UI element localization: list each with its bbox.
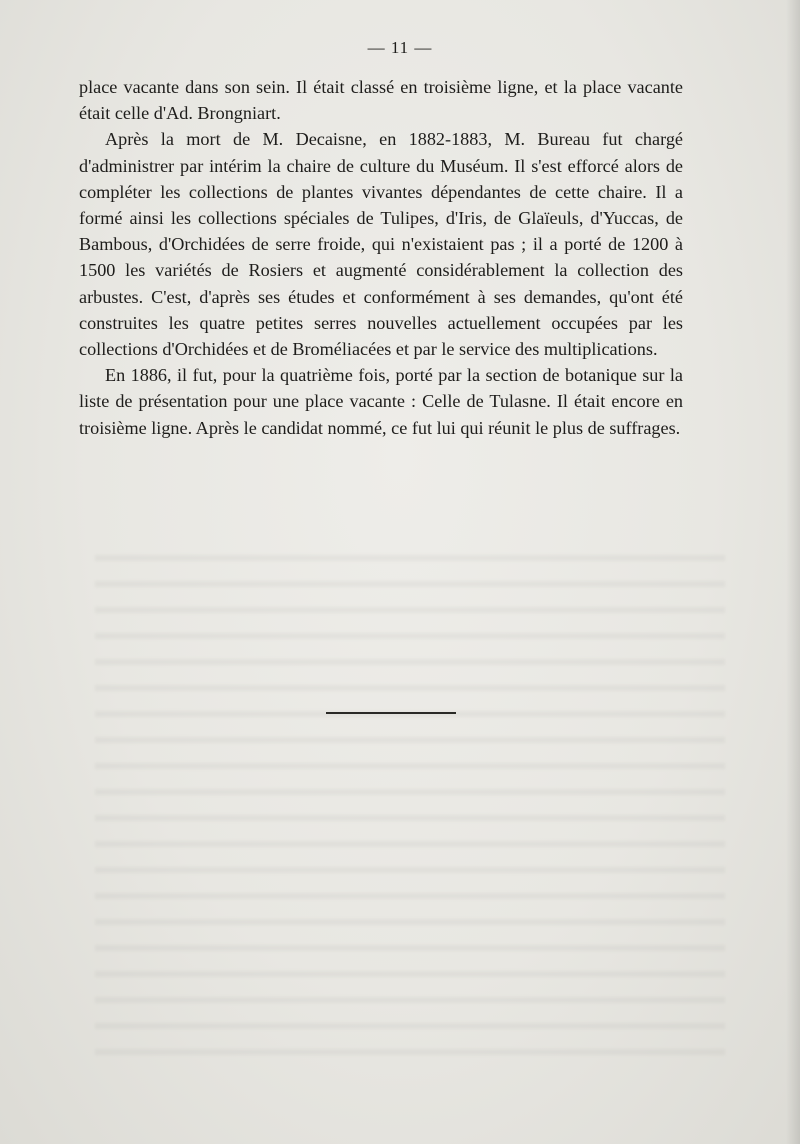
- section-divider: [326, 712, 456, 714]
- page-number: — 11 —: [367, 38, 433, 57]
- show-through-text: [95, 540, 725, 1060]
- paragraph-decaisne: Après la mort de M. Decaisne, en 1882-1883, M. Bureau fut chargé d'administrer par intérim la chaire de culture du Muséum. Il s'est efforcé alors de compléter les collections de plantes vivantes dépendantes de cette chaire. Il a formé ainsi les collections spéciales de Tulipes, d'Iris, de Glaïeuls, d'Yuccas, de Bambous, d'Orchidées de serre froide, qui n'existaient pas ; il a porté de 1200 à 1500 les variétés de Rosiers et augmenté considérablement la collection des arbustes. C'est, d'après ses études et conformément à ses demandes, qu'ont été construites les quatre petites serres nouvelles actuellement occupées par les collections d'Orchidées et de Broméliacées et par le service des multiplications.: [79, 129, 683, 360]
- paragraph-continued: place vacante dans son sein. Il était classé en troisième ligne, et la place vacante était celle d'Ad. Brongniart.: [79, 77, 683, 124]
- paragraph-1886: En 1886, il fut, pour la quatrième fois, porté par la section de botanique sur la liste de présentation pour une place vacante : Celle de Tulasne. Il était encore en troisième ligne. Après le candidat nommé, ce fut lui qui réunit le plus de suffrages.: [79, 365, 683, 438]
- page-edge-shadow: [786, 0, 800, 1144]
- body-text: [79, 74, 683, 441]
